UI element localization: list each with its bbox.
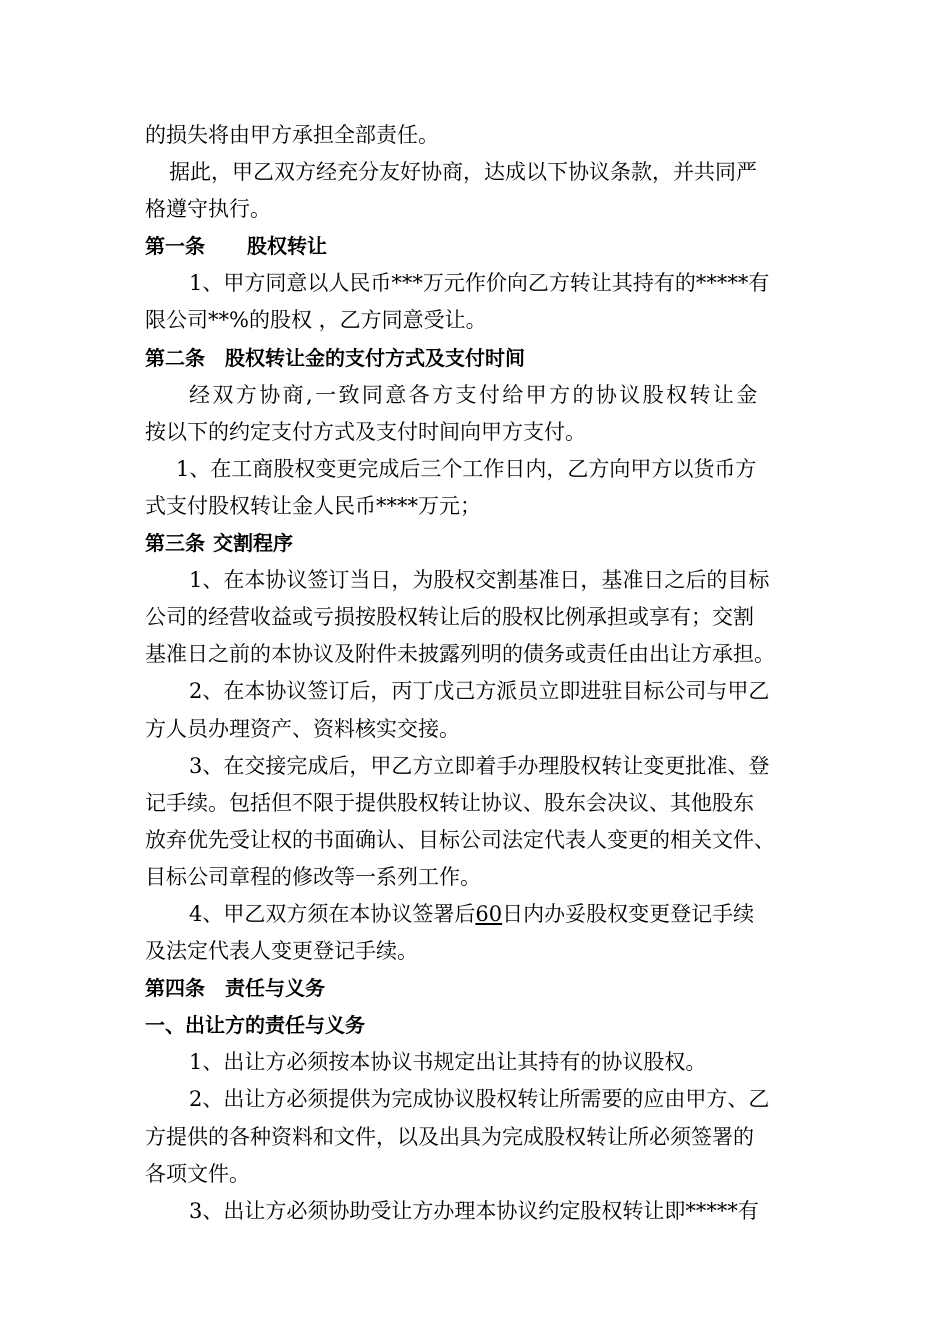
article-number: 第二条 [145,345,205,370]
article-number: 第三条 [145,531,205,556]
article-4-heading [145,970,825,1007]
paragraph-line: 2、出让方必须提供为完成协议股权转让所需要的应由甲方、乙 [189,1087,770,1112]
paragraph-line: 记手续。包括但不限于提供股权转让协议、股东会决议、其他股东 [145,790,754,815]
paragraph-line: 1、在工商股权变更完成后三个工作日内，乙方向甲方以货币方 [176,456,757,481]
article-2-heading [145,340,825,377]
paragraph-line: 2、在本协议签订后，丙丁戊己方派员立即进驻目标公司与甲乙 [189,679,770,704]
paragraph-line: 按以下的约定支付方式及支付时间向甲方支付。 [145,419,586,444]
article-3-heading [145,525,825,562]
paragraph-line: 1、甲方同意以人民币***万元作价向乙方转让其持有的*****有 [189,271,770,296]
article-title: 责任与义务 [225,976,325,1001]
article-number: 第一条 [145,234,205,259]
paragraph-line [145,896,825,933]
paragraph-line: 及法定代表人变更登记手续。 [145,939,418,964]
text-segment: 日内办妥股权变更登记手续 [502,901,755,926]
paragraph-line: 1、出让方必须按本协议书规定出让其持有的协议股权。 [189,1050,707,1075]
paragraph-line: 各项文件。 [145,1161,250,1186]
paragraph-line: 基准日之前的本协议及附件未披露列明的债务或责任由出让方承担。 [145,642,775,667]
article-title: 股权转让 [247,234,327,259]
paragraph-line: 限公司**%的股权 ，乙方同意受让。 [145,308,487,333]
paragraph-line: 式支付股权转让金人民币****万元； [145,493,481,518]
paragraph-line: 的损失将由甲方承担全部责任。 [145,123,439,147]
paragraph-line: 格遵守执行。 [145,197,271,222]
document-body [145,117,825,1230]
paragraph-line: 1、在本协议签订当日，为股权交割基准日，基准日之后的目标 [189,568,770,593]
article-1-heading [145,228,825,265]
paragraph-line: 据此，甲乙双方经充分友好协商，达成以下协议条款，并共同严 [169,160,757,185]
underlined-days-value: 60 [475,901,503,926]
text-segment: 4、甲乙双方须在本协议签署后 [189,901,476,926]
paragraph-line: 3、出让方必须协助受让方办理本协议约定股权转让即*****有 [189,1198,759,1223]
section-1-heading: 一、出让方的责任与义务 [145,1013,365,1038]
article-title: 股权转让金的支付方式及支付时间 [225,345,525,370]
paragraph-line: 公司的经营收益或亏损按股权转让后的股权比例承担或享有；交割 [145,605,754,630]
article-title: 交割程序 [213,531,293,556]
paragraph-line: 3、在交接完成后，甲乙方立即着手办理股权转让变更批准、登 [189,753,770,778]
paragraph-line: 方人员办理资产、资料核实交接。 [145,716,460,741]
article-number: 第四条 [145,976,205,1001]
paragraph-line: 放弃优先受让权的书面确认、目标公司法定代表人变更的相关文件、 [145,827,775,852]
paragraph-line: 方提供的各种资料和文件，以及出具为完成股权转让所必须签署的 [145,1124,754,1149]
paragraph-line: 目标公司章程的修改等一系列工作。 [145,864,481,889]
paragraph-line: 经双方协商,一致同意各方支付给甲方的协议股权转让金 [189,382,760,407]
